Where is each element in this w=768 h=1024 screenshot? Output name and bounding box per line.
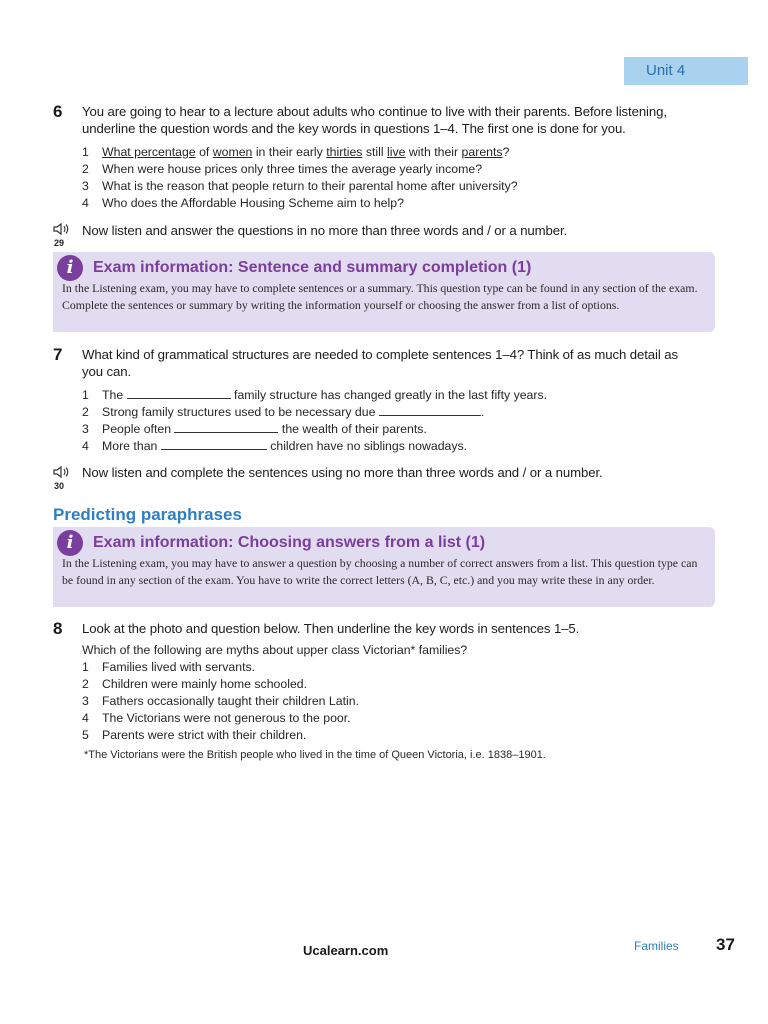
underlined-words: thirties (326, 145, 363, 159)
sentence-text: People often (102, 422, 175, 436)
question-text: with their (405, 145, 462, 159)
exercise-8-instruction: Look at the photo and question below. Then underline the key words in sentences 1–5. (82, 621, 580, 636)
exercise-7-sentence-1 (82, 387, 547, 404)
exercise-7-audio-instruction: Now listen and complete the sentences using no more than three words and / or a number. (82, 465, 603, 480)
underlined-words: parents (461, 145, 503, 159)
exercise-7-sentence-2 (82, 404, 484, 421)
question-text: When were house prices only three times the average yearly income? (102, 162, 483, 176)
exercise-8-number: 8 (53, 619, 63, 638)
exercise-6-instruction: You are going to hear to a lecture about adults who continue to live with their parents. Before listening, underline the question words and the key words in questions 1–4. The first one is done for you. (82, 104, 667, 136)
item-text: Parents were strict with their children. (102, 728, 307, 742)
exercise-6-question-3 (82, 178, 518, 195)
footer-section-name: Families (634, 939, 679, 953)
item-number: 2 (82, 677, 89, 691)
underlined-words: live (387, 145, 406, 159)
unit-tab: Unit 4 (624, 57, 748, 85)
exam-info-title-2: Exam information: Choosing answers from a list (1) (93, 534, 486, 551)
item-text: The Victorians were not generous to the poor. (102, 711, 351, 725)
exercise-8-item-2 (82, 676, 307, 693)
answer-blank[interactable] (127, 388, 231, 399)
sentence-number: 2 (82, 405, 89, 419)
page-number: 37 (716, 935, 735, 954)
question-number: 4 (82, 196, 89, 210)
audio-track-number: 30 (54, 481, 65, 491)
info-icon: i (57, 530, 83, 556)
answer-blank[interactable] (174, 422, 278, 433)
sentence-text: Strong family structures used to be necessary due (102, 405, 379, 419)
question-text: in their early (252, 145, 327, 159)
question-text: still (362, 145, 388, 159)
speaker-icon[interactable] (53, 222, 70, 239)
sentence-text: family structure has changed greatly in the last fifty years. (230, 388, 548, 402)
speaker-icon[interactable] (53, 465, 70, 482)
question-text: Who does the Affordable Housing Scheme aim to help? (102, 196, 404, 210)
sentence-number: 1 (82, 388, 89, 402)
info-icon: i (57, 255, 83, 281)
exercise-8-item-1 (82, 659, 255, 676)
item-number: 3 (82, 694, 89, 708)
answer-blank[interactable] (379, 405, 481, 416)
question-number: 1 (82, 145, 89, 159)
exercise-6-question-1 (82, 144, 509, 161)
audio-track-number: 29 (54, 238, 65, 248)
question-text: ? (502, 145, 510, 159)
underlined-words: What percentage (102, 145, 196, 159)
answer-blank[interactable] (161, 439, 267, 450)
section-heading: Predicting paraphrases (53, 505, 242, 524)
question-number: 3 (82, 179, 89, 193)
sentence-text: . (480, 405, 485, 419)
exam-info-text-2: In the Listening exam, you may have to answer a question by choosing a number of correct answers from a list. This question type can be found in any section of the exam. You have to write the correct letters (A, B, C, etc.) and you may write these in any order. (62, 556, 698, 587)
item-text: Children were mainly home schooled. (102, 677, 308, 691)
exercise-8-question: Which of the following are myths about upper class Victorian* families? (82, 643, 468, 657)
item-text: Families lived with servants. (102, 660, 256, 674)
watermark: Ucalearn.com (303, 943, 389, 958)
exercise-7-number: 7 (53, 345, 63, 364)
exercise-8-item-5 (82, 727, 306, 744)
item-number: 1 (82, 660, 89, 674)
sentence-number: 4 (82, 439, 89, 453)
sentence-text: children have no siblings nowadays. (266, 439, 468, 453)
underlined-words: women (212, 145, 253, 159)
exercise-7-instruction: What kind of grammatical structures are needed to complete sentences 1–4? Think of as much detail as you can. (82, 347, 678, 379)
exam-info-text-1: In the Listening exam, you may have to complete sentences or a summary. This question type can be found in any section of the exam. Complete the sentences or summary by writing the information yourself or choosing the answer from a list of options. (62, 281, 698, 312)
exercise-6-question-2 (82, 161, 482, 178)
question-number: 2 (82, 162, 89, 176)
exercise-7-sentence-3 (82, 421, 427, 438)
sentence-text: the wealth of their parents. (278, 422, 427, 436)
exercise-8-item-4 (82, 710, 351, 727)
item-number: 5 (82, 728, 89, 742)
sentence-text: More than (102, 439, 161, 453)
exercise-6-audio-instruction: Now listen and answer the questions in no more than three words and / or a number. (82, 223, 568, 238)
footnote: *The Victorians were the British people who lived in the time of Queen Victoria, i.e. 1838–1901. (84, 749, 546, 761)
question-text: What is the reason that people return to their parental home after university? (102, 179, 518, 193)
exercise-8-item-3 (82, 693, 359, 710)
exercise-7-sentence-4 (82, 438, 467, 455)
item-text: Fathers occasionally taught their children Latin. (102, 694, 360, 708)
exercise-6-question-4 (82, 195, 404, 212)
question-text: of (195, 145, 213, 159)
sentence-number: 3 (82, 422, 89, 436)
item-number: 4 (82, 711, 89, 725)
exercise-6-number: 6 (53, 102, 63, 121)
sentence-text: The (102, 388, 127, 402)
exam-info-title-1: Exam information: Sentence and summary completion (1) (93, 259, 532, 276)
